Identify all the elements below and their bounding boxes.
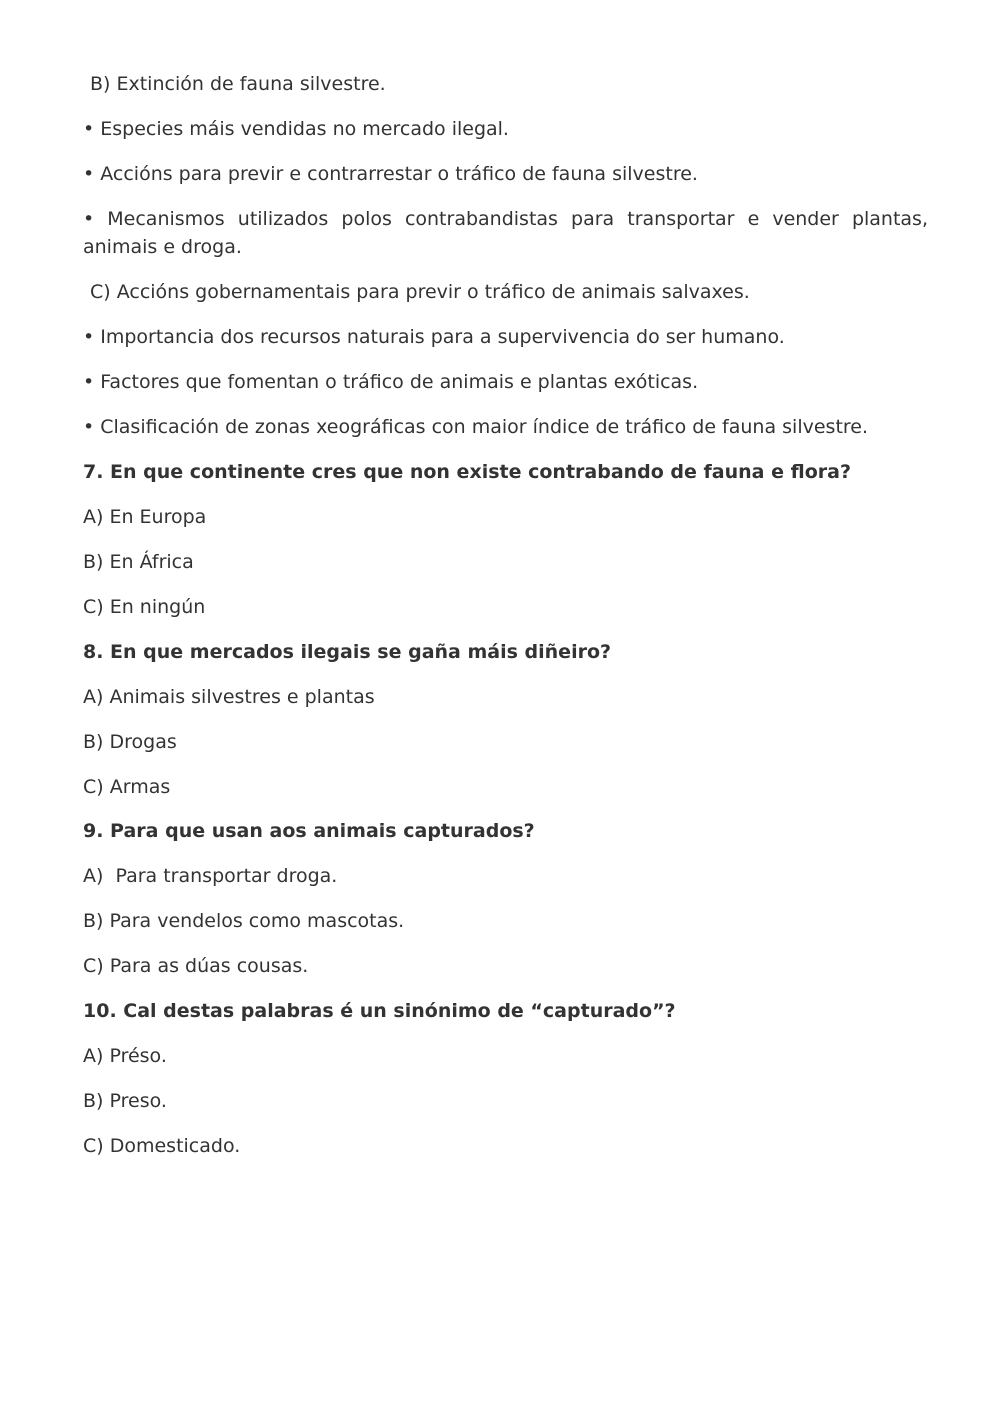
question-7-option-a: A) En Europa [83, 506, 207, 528]
question-8-option-a: A) Animais silvestres e plantas [83, 686, 375, 708]
question-8: 8. En que mercados ilegais se gaña máis diñeiro? [83, 641, 612, 663]
section-c-item-3: • Clasificación de zonas xeográficas con maior índice de tráfico de fauna silvestre. [83, 416, 869, 438]
section-c-heading: C) Accións gobernamentais para previr o tráfico de animais salvaxes. [90, 281, 750, 303]
question-10-option-b: B) Preso. [83, 1090, 167, 1112]
question-7: 7. En que continente cres que non existe contrabando de fauna e flora? [83, 461, 851, 483]
section-b-item-3: • Mecanismos utilizados polos contrabandistas para transportar e vender plantas, animais e droga. [83, 208, 928, 258]
section-b-item-2: • Accións para previr e contrarrestar o tráfico de fauna silvestre. [83, 163, 698, 185]
question-9-option-b: B) Para vendelos como mascotas. [83, 910, 405, 932]
question-9-option-c: C) Para as dúas cousas. [83, 955, 309, 977]
section-b-item-1: • Especies máis vendidas no mercado ilegal. [83, 118, 509, 140]
question-9: 9. Para que usan aos animais capturados? [83, 820, 535, 842]
question-8-option-b: B) Drogas [83, 731, 177, 753]
section-c-item-2: • Factores que fomentan o tráfico de animais e plantas exóticas. [83, 371, 699, 393]
question-10-option-c: C) Domesticado. [83, 1135, 241, 1157]
question-9-option-a: A) Para transportar droga. [83, 865, 338, 887]
question-10-option-a: A) Préso. [83, 1045, 167, 1067]
question-7-option-b: B) En África [83, 551, 194, 573]
question-10: 10. Cal destas palabras é un sinónimo de “capturado”? [83, 1000, 676, 1022]
section-b-heading: B) Extinción de fauna silvestre. [90, 73, 386, 95]
section-c-item-1: • Importancia dos recursos naturais para a supervivencia do ser humano. [83, 326, 785, 348]
question-8-option-c: C) Armas [83, 776, 171, 798]
question-7-option-c: C) En ningún [83, 596, 206, 618]
